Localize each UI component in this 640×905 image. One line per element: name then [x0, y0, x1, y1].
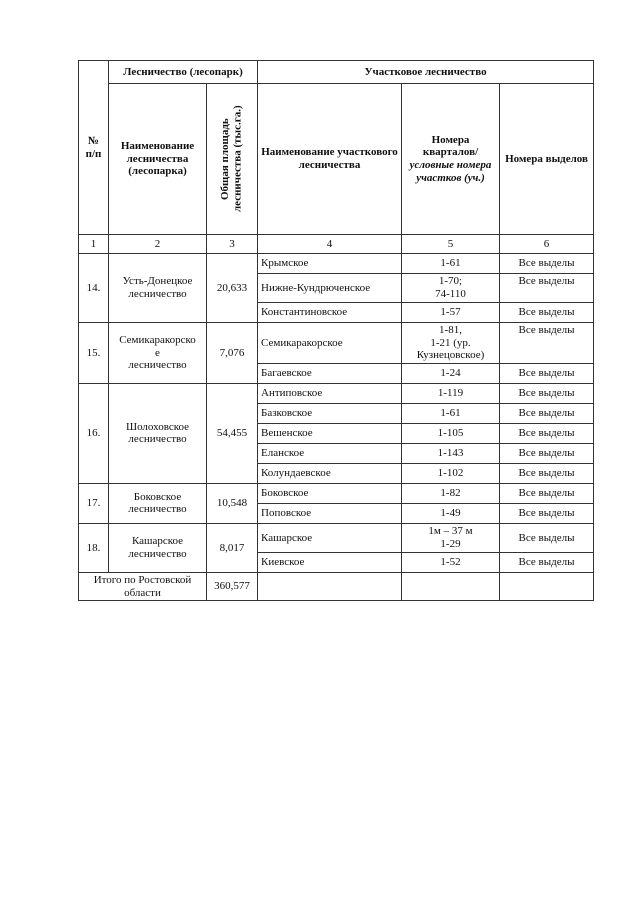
header-quarters-line1: Номера кварталов/ [422, 133, 479, 159]
total-label: Итого по Ростовской области [79, 572, 207, 600]
plots: Все выделы [500, 523, 594, 552]
forestry-name: Шолоховское лесничество [109, 383, 207, 483]
col-number: 6 [500, 235, 594, 254]
plots: Все выделы [500, 254, 594, 274]
header-area-label: Общая площадь лесничества (тыс.га.) [219, 105, 244, 213]
plots: Все выделы [500, 423, 594, 443]
quarters: 1-119 [402, 383, 500, 403]
plots: Все выделы [500, 552, 594, 572]
quarters: 1-105 [402, 423, 500, 443]
table-row [79, 483, 594, 503]
plots: Все выделы [500, 503, 594, 523]
forestry-name: Кашарское лесничество [109, 523, 207, 572]
forestry-name: Боковское лесничество [109, 483, 207, 523]
col-number: 5 [402, 235, 500, 254]
district-name: Константиновское [258, 303, 402, 323]
plots: Все выделы [500, 274, 594, 303]
plots: Все выделы [500, 443, 594, 463]
quarters: 1м – 37 м 1-29 [402, 523, 500, 552]
district-name: Киевское [258, 552, 402, 572]
col-number: 4 [258, 235, 402, 254]
quarters: 1-102 [402, 463, 500, 483]
quarters: 1-57 [402, 303, 500, 323]
plots: Все выделы [500, 383, 594, 403]
quarters: 1-52 [402, 552, 500, 572]
district-name: Кашарское [258, 523, 402, 552]
table-body [79, 254, 594, 601]
header-forestry-group: Лесничество (лесопарк) [109, 61, 258, 84]
quarters: 1-24 [402, 363, 500, 383]
plots: Все выделы [500, 323, 594, 364]
table-row [79, 383, 594, 403]
forestry-table [78, 60, 594, 601]
quarters: 1-61 [402, 403, 500, 423]
table-row [79, 254, 594, 274]
forestry-area: 7,076 [207, 323, 258, 384]
total-empty [500, 572, 594, 600]
forestry-area: 8,017 [207, 523, 258, 572]
quarters: 1-143 [402, 443, 500, 463]
col-number: 2 [109, 235, 207, 254]
district-name: Антиповское [258, 383, 402, 403]
district-name: Нижне-Кундрюченское [258, 274, 402, 303]
total-empty [402, 572, 500, 600]
total-empty [258, 572, 402, 600]
district-name: Поповское [258, 503, 402, 523]
total-area: 360,577 [207, 572, 258, 600]
forestry-num: 16. [79, 383, 109, 483]
col-number: 3 [207, 235, 258, 254]
district-name: Боковское [258, 483, 402, 503]
header-forestry-name: Наименование лесничества (лесопарка) [109, 84, 207, 235]
quarters: 1-61 [402, 254, 500, 274]
forestry-name: Семикаракорско е лесничество [109, 323, 207, 384]
header-num: № п/п [79, 61, 109, 235]
table-row [79, 523, 594, 552]
header-plots: Номера выделов [500, 84, 594, 235]
forestry-num: 18. [79, 523, 109, 572]
district-name: Еланское [258, 443, 402, 463]
district-name: Вешенское [258, 423, 402, 443]
forestry-area: 10,548 [207, 483, 258, 523]
forestry-area: 54,455 [207, 383, 258, 483]
plots: Все выделы [500, 483, 594, 503]
district-name: Семикаракорское [258, 323, 402, 364]
forestry-name: Усть-Донецкое лесничество [109, 254, 207, 323]
plots: Все выделы [500, 303, 594, 323]
header-district-group: Участковое лесничество [258, 61, 594, 84]
forestry-area: 20,633 [207, 254, 258, 323]
forestry-num: 17. [79, 483, 109, 523]
quarters: 1-70; 74-110 [402, 274, 500, 303]
district-name: Крымское [258, 254, 402, 274]
forestry-num: 15. [79, 323, 109, 384]
district-name: Багаевское [258, 363, 402, 383]
total-row [79, 572, 594, 600]
plots: Все выделы [500, 363, 594, 383]
header-district-name: Наименование участкового лесничества [258, 84, 402, 235]
table-row [79, 323, 594, 364]
header-area [207, 84, 258, 235]
plots: Все выделы [500, 403, 594, 423]
quarters: 1-82 [402, 483, 500, 503]
plots: Все выделы [500, 463, 594, 483]
quarters: 1-49 [402, 503, 500, 523]
header-quarters [402, 84, 500, 235]
district-name: Базковское [258, 403, 402, 423]
header-quarters-line2: условные номера участков (уч.) [409, 159, 492, 184]
district-name: Колундаевское [258, 463, 402, 483]
col-number: 1 [79, 235, 109, 254]
quarters: 1-81, 1-21 (ур. Кузнецовское) [402, 323, 500, 364]
forestry-num: 14. [79, 254, 109, 323]
